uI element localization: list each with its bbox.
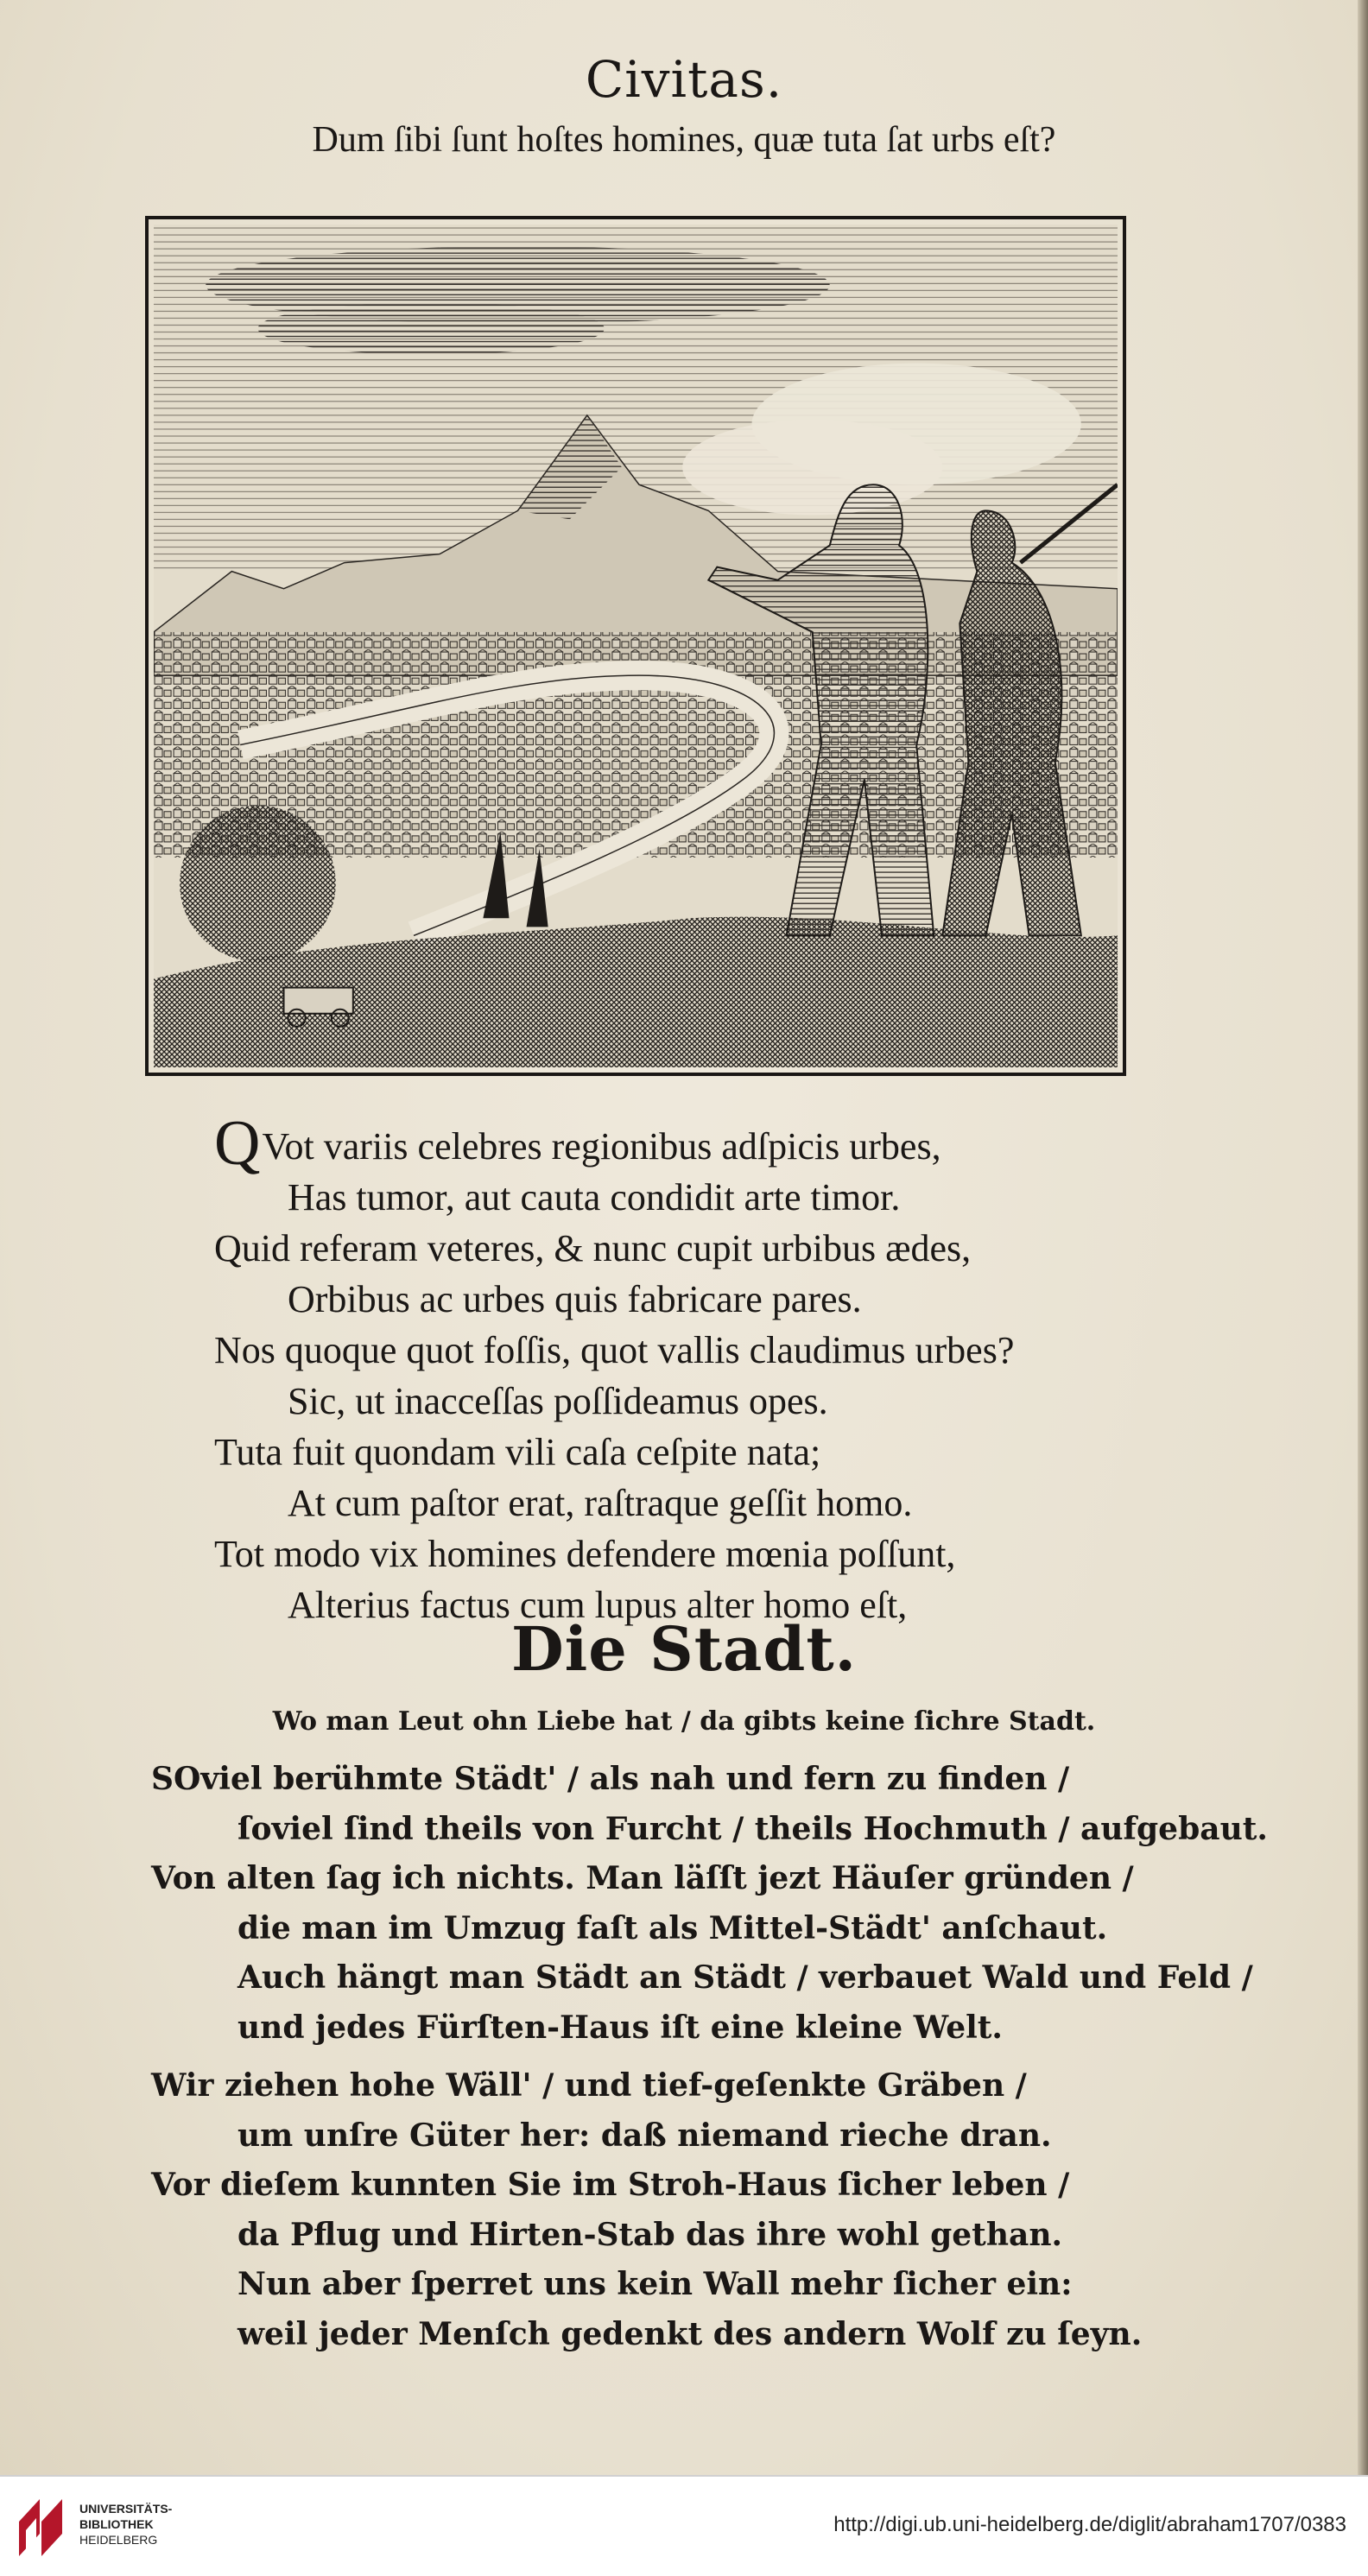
german-line: Von alten ſag ich nichts. Man läſſt jezt Häuſer gründen / [151,1860,1134,1896]
page-edge [1358,0,1368,2475]
german-line: die man im Umzug faſt als Mittel-Städt' anſchaut. [238,1909,1108,1946]
german-subtitle: Wo man Leut ohn Liebe hat / da gibts keine ſichre Stadt. [272,1706,1096,1737]
german-line: Auch hängt man Städt an Städt / verbauet Wald und Feld / [238,1959,1253,1996]
german-line: Wir ziehen hohe Wäll' / und tief-geſenkte Gräben / [151,2067,1027,2104]
german-line: da Pflug und Hirten-Stab das ihre wohl gethan. [238,2216,1063,2253]
german-line: weil jeder Menſch gedenkt des andern Wolf zu ſeyn. [238,2315,1143,2352]
latin-line: Has tumor, aut cauta condidit arte timor. [288,1176,901,1218]
german-line: um unſre Güter her: daß niemand rieche dran. [238,2117,1052,2154]
engraving-plate [145,216,1126,1076]
german-line: SOviel berühmte Städt' / als nah und fern zu finden / [151,1761,1070,1797]
german-line: Vor dieſem kunnten Sie im Stroh-Haus ſicher leben / [151,2167,1070,2203]
latin-line: Nos quoque quot foſſis, quot vallis claudimus urbes? [214,1329,1015,1371]
university-logo-icon[interactable] [16,2496,66,2558]
german-line: ſoviel ſind theils von Furcht / theils Hochmuth / aufgebaut. [238,1810,1268,1847]
viewer-footer [0,2475,1368,2576]
latin-motto: Dum ſibi ſunt hoſtes homines, quæ tuta ſat urbs eſt? [312,120,1056,160]
latin-line: Alterius factus cum lupus alter homo eſt, [288,1584,908,1626]
drop-cap: Q [214,1108,261,1179]
latin-line: Tot modo vix homines defendere mœnia poſſunt, [214,1533,956,1575]
german-line: Nun aber ſperret uns kein Wall mehr ſicher ein: [238,2266,1073,2302]
permalink-url[interactable]: http://digi.ub.uni-heidelberg.de/diglit/abraham1707/0383 [833,2513,1346,2536]
german-line: und jedes Fürſten-Haus iſt eine kleine Welt. [238,2009,1003,2046]
latin-line: Sic, ut inacceſſas poſſideamus opes. [288,1380,828,1422]
latin-line: Quid referam veteres, & nunc cupit urbibus ædes, [214,1227,972,1269]
page-title: Civitas. [585,50,783,109]
engraving-city-view-icon [154,225,1118,1067]
latin-line: At cum paſtor erat, raſtraque geſſit homo. [288,1482,913,1524]
german-title: Die Stadt. [510,1613,858,1685]
latin-line: Orbibus ac urbes quis fabricare pares. [288,1278,862,1320]
latin-epigram [214,1108,1164,1630]
latin-line: Tuta fuit quondam vili caſa ceſpite nata; [214,1431,821,1473]
library-name: UNIVERSITÄTS- BIBLIOTHEK HEIDELBERG [79,2502,173,2547]
german-poem [151,1755,1268,2359]
latin-line: QVot variis celebres regionibus adſpicis urbes, [214,1108,941,1179]
